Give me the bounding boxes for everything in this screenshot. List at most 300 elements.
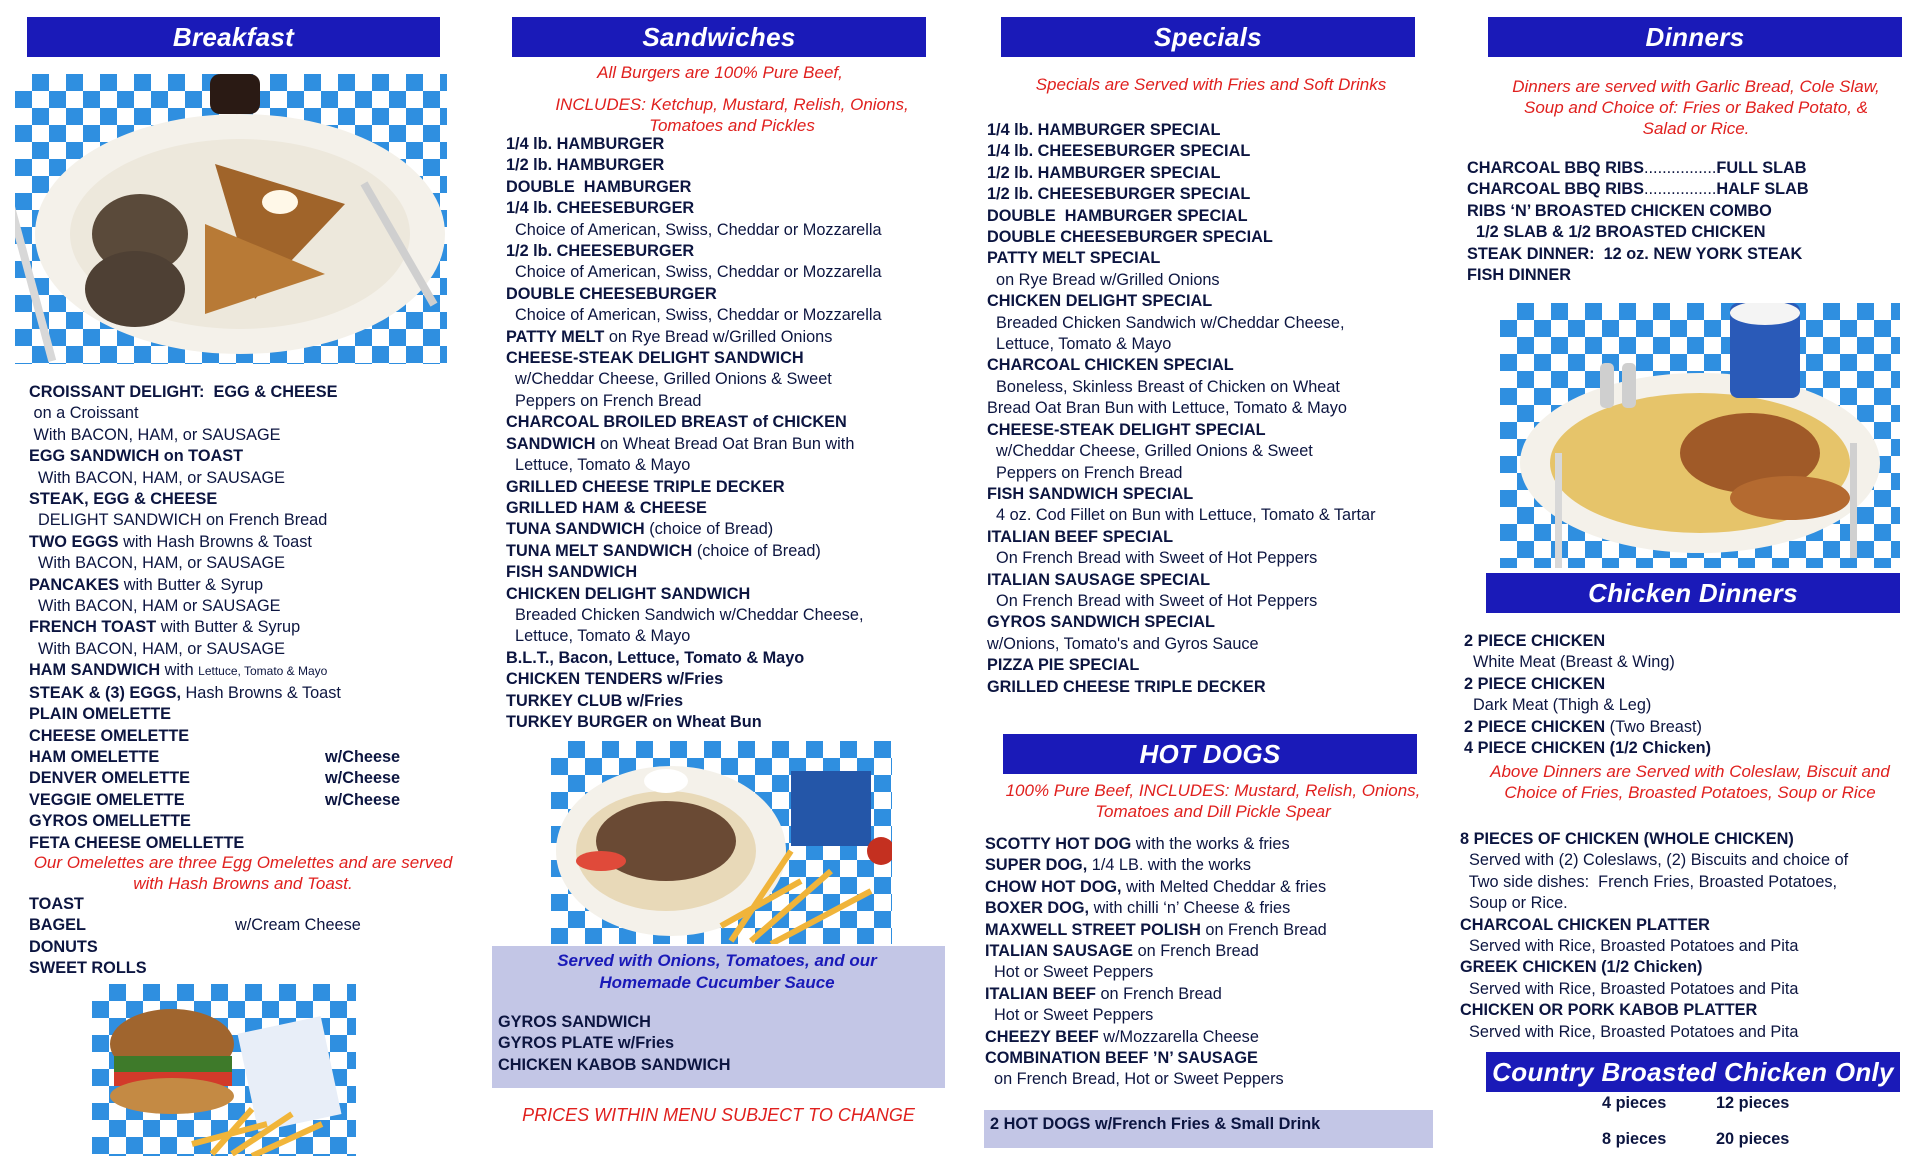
item-desc: Soup or Rice. [1460, 894, 1568, 913]
item-name: PLAIN OMELETTE [29, 705, 172, 724]
item-option: w/Cheese [325, 769, 401, 788]
burger-note-2: INCLUDES: Ketchup, Mustard, Relish, Onions, Tomatoes and Pickles [555, 95, 909, 135]
specials-list [987, 120, 1427, 698]
burger-note-1: All Burgers are 100% Pure Beef, [597, 63, 843, 82]
dinners-header: Dinners [1488, 17, 1902, 57]
item-name: BOXER DOG, [985, 899, 1090, 918]
item-desc: on Wheat Bread Oat Bran Bun with [595, 434, 855, 453]
item-name: 1/4 lb. HAMBURGER SPECIAL [987, 121, 1221, 139]
menu-item [1467, 179, 1907, 200]
broasted-header: Country Broasted Chicken Only [1486, 1052, 1900, 1092]
menu-item [1460, 936, 1905, 957]
item-desc: Lettuce, Tomato & Mayo [506, 627, 691, 646]
item-desc: With BACON, HAM, or SAUSAGE [29, 554, 286, 573]
breakfast-list [29, 382, 449, 854]
item-name: CHOW HOT DOG, [985, 877, 1122, 896]
chicken-rice-plate-image [1500, 303, 1900, 568]
menu-item [1467, 244, 1907, 265]
menu-item [1464, 631, 1904, 652]
item-name: DOUBLE CHEESEBURGER SPECIAL [987, 228, 1273, 247]
menu-item [29, 617, 449, 638]
item-desc: with chilli ‘n’ Cheese & fries [1089, 899, 1291, 918]
size-12: 12 pieces [1716, 1094, 1790, 1112]
item-name: CHICKEN OR PORK KABOB PLATTER [1460, 1001, 1758, 1020]
burger-photo [92, 984, 356, 1156]
menu-item [1460, 893, 1905, 914]
menu-item [29, 532, 449, 553]
item-name: COMBINATION BEEF ’N’ SAUSAGE [985, 1049, 1258, 1068]
menu-item [1464, 695, 1904, 716]
hotdog-combo-box [984, 1110, 1433, 1148]
item-desc: with Butter & Syrup [119, 575, 264, 594]
menu-item [985, 1069, 1425, 1090]
item-name: 2 PIECE CHICKEN [1464, 632, 1606, 650]
menu-item [506, 220, 946, 241]
menu-item [1460, 1000, 1905, 1021]
item-desc: on a Croissant [29, 404, 139, 423]
menu-item [987, 484, 1427, 505]
item-name: HAM SANDWICH [29, 661, 161, 680]
menu-item [987, 248, 1427, 269]
item-name: FISH DINNER [1467, 266, 1572, 285]
item-desc: Choice of American, Swiss, Cheddar or Mozzarella [506, 306, 882, 325]
menu-item [506, 284, 946, 305]
item-desc: 1/4 LB. with the works [1087, 856, 1252, 875]
menu-item [506, 241, 946, 262]
menu-item [506, 198, 946, 219]
item-desc: Served with Rice, Broasted Potatoes and Pita [1460, 1022, 1799, 1041]
menu-item [1467, 222, 1907, 243]
item-desc: Breaded Chicken Sandwich w/Cheddar Cheese, [506, 605, 864, 624]
item-desc: Peppers on French Bread [987, 463, 1183, 482]
chicken-dinners-header: Chicken Dinners [1486, 573, 1900, 613]
chicken-list-2 [1460, 829, 1905, 1043]
gyros-plate-image [551, 741, 892, 944]
dinners-note: Dinners are served with Garlic Bread, Cole Slaw, Soup and Choice of: Fries or Baked Potato, & Salad or Rice. [1512, 77, 1880, 138]
breakfast-extras [29, 894, 449, 980]
item-name: ITALIAN SAUSAGE SPECIAL [987, 570, 1211, 589]
size-4: 4 pieces [1602, 1094, 1667, 1112]
chicken-photo [1500, 303, 1900, 568]
menu-item [987, 612, 1427, 633]
item-name: CHEESE-STEAK DELIGHT SANDWICH [506, 349, 804, 368]
menu-item [987, 677, 1427, 698]
item-name: STEAK DINNER: 12 oz. NEW YORK STEAK [1467, 244, 1803, 263]
menu-item [987, 441, 1427, 462]
menu-item [506, 562, 946, 583]
menu-item [29, 811, 449, 832]
menu-item [506, 455, 946, 476]
item-name: 1/2 lb. CHEESEBURGER [506, 242, 695, 261]
menu-item [29, 446, 449, 467]
item-desc: Lettuce, Tomato & Mayo [987, 335, 1172, 354]
menu-item [987, 291, 1427, 312]
item-name: PANCAKES [29, 575, 120, 594]
item-desc: on French Bread [1200, 920, 1327, 939]
burger-fries-image [92, 984, 356, 1156]
item-desc: With BACON, HAM, or SAUSAGE [29, 639, 286, 658]
menu-item [1467, 201, 1907, 222]
menu-item [29, 575, 449, 596]
item-option: w/Cheese [325, 747, 401, 766]
menu-item [506, 669, 946, 690]
chicken-note: Above Dinners are Served with Coleslaw, Biscuit and Choice of Fries, Broasted Potatoes, Soup or Rice [1490, 762, 1890, 802]
menu-item [1460, 957, 1905, 978]
menu-item [29, 510, 449, 531]
item-name: GYROS OMELLETTE [29, 812, 191, 831]
item-name: DONUTS [29, 937, 98, 956]
gyros-item: GYROS PLATE w/Fries [498, 1034, 675, 1053]
menu-item [1464, 652, 1904, 673]
item-desc: (choice of Bread) [644, 520, 774, 539]
menu-item [1460, 979, 1905, 1000]
item-desc: Choice of American, Swiss, Cheddar or Mozzarella [506, 263, 882, 282]
menu-item [1464, 738, 1904, 759]
item-small-desc: Lettuce, Tomato & Mayo [198, 664, 328, 679]
menu-item [506, 348, 946, 369]
menu-item [985, 941, 1425, 962]
leader-dots: ................ [1644, 159, 1717, 177]
menu-item [987, 527, 1427, 548]
menu-item [506, 434, 946, 455]
item-name: ITALIAN BEEF [985, 984, 1096, 1003]
item-name: DENVER OMELETTE [29, 769, 191, 788]
item-desc: w/Cheddar Cheese, Grilled Onions & Sweet [987, 442, 1313, 461]
menu-item [987, 120, 1427, 141]
item-name: GREEK CHICKEN (1/2 Chicken) [1460, 958, 1703, 977]
item-desc: Hot or Sweet Peppers [985, 1006, 1154, 1025]
item-name: ITALIAN BEEF SPECIAL [987, 527, 1174, 546]
item-desc: with Hash Browns & Toast [118, 532, 312, 551]
menu-item [506, 412, 946, 433]
menu-item [985, 920, 1425, 941]
menu-item [987, 570, 1427, 591]
item-name: TURKEY BURGER on Wheat Bun [506, 712, 762, 731]
menu-item [506, 584, 946, 605]
item-name: PIZZA PIE SPECIAL [987, 656, 1140, 675]
item-name: TOAST [29, 895, 84, 913]
menu-item [29, 403, 449, 424]
menu-item [506, 369, 946, 390]
item-desc: with Butter & Syrup [156, 618, 301, 637]
menu-item [29, 683, 449, 704]
item-option: HALF SLAB [1716, 180, 1809, 199]
item-name: 1/4 lb. HAMBURGER [506, 135, 665, 153]
menu-item [1464, 674, 1904, 695]
menu-item [29, 553, 449, 574]
breakfast-header: Breakfast [27, 17, 440, 57]
item-desc: w/Cheddar Cheese, Grilled Onions & Sweet [506, 370, 832, 389]
menu-item [987, 270, 1427, 291]
item-desc: Boneless, Skinless Breast of Chicken on Wheat [987, 377, 1340, 396]
menu-item [29, 639, 449, 660]
price-disclaimer: PRICES WITHIN MENU SUBJECT TO CHANGE [522, 1105, 915, 1125]
item-desc: Served with Rice, Broasted Potatoes and Pita [1460, 979, 1799, 998]
item-desc: on French Bread [1133, 942, 1259, 961]
menu-item [985, 1048, 1425, 1069]
menu-item [29, 596, 449, 617]
item-name: HAM OMELETTE [29, 747, 160, 766]
item-desc: on French Bread, Hot or Sweet Peppers [985, 1070, 1284, 1089]
item-name: SUPER DOG, [985, 856, 1088, 875]
gyros-photo [551, 741, 892, 944]
item-desc: w/Mozzarella Cheese [1098, 1027, 1259, 1046]
item-desc: on Rye Bread w/Grilled Onions [987, 270, 1220, 289]
item-name: 1/2 SLAB & 1/2 BROASTED CHICKEN [1467, 223, 1766, 242]
item-name: 2 PIECE CHICKEN [1464, 674, 1606, 693]
item-name: CHARCOAL BBQ RIBS [1467, 159, 1644, 177]
menu-item [987, 227, 1427, 248]
menu-item [1464, 717, 1904, 738]
item-desc: w/Onions, Tomato's and Gyros Sauce [987, 634, 1259, 653]
item-desc: with the works & fries [1131, 835, 1290, 853]
item-name: MAXWELL STREET POLISH [985, 920, 1201, 939]
item-name: 1/4 lb. CHEESEBURGER SPECIAL [987, 142, 1251, 161]
gyros-note: Served with Onions, Tomatoes, and our Homemade Cucumber Sauce [557, 951, 877, 992]
item-desc: Hash Browns & Toast [180, 683, 341, 702]
menu-item [987, 206, 1427, 227]
item-name: TUNA SANDWICH [506, 520, 645, 539]
menu-item [1460, 829, 1905, 850]
menu-item [29, 747, 449, 768]
sandwiches-header: Sandwiches [512, 17, 926, 57]
item-name: CHICKEN DELIGHT SANDWICH [506, 584, 751, 603]
menu-item [506, 262, 946, 283]
dinners-list [1467, 158, 1907, 286]
menu-item [506, 648, 946, 669]
menu-item [506, 605, 946, 626]
menu-item [985, 1005, 1425, 1026]
menu-item [985, 984, 1425, 1005]
item-name: 1/2 lb. CHEESEBURGER SPECIAL [987, 185, 1251, 204]
item-desc: (choice of Bread) [692, 541, 821, 560]
item-desc: Hot or Sweet Peppers [985, 963, 1154, 982]
menu-item [1460, 1022, 1905, 1043]
hotdogs-list [985, 834, 1425, 1091]
item-name: 8 PIECES OF CHICKEN (WHOLE CHICKEN) [1460, 830, 1794, 848]
menu-item [987, 463, 1427, 484]
menu-item [987, 141, 1427, 162]
item-name: FISH SANDWICH [506, 563, 638, 582]
item-name: TWO EGGS [29, 532, 119, 551]
item-name: GRILLED CHEESE TRIPLE DECKER [987, 677, 1266, 696]
gyros-list [498, 1012, 730, 1076]
item-name: CHARCOAL CHICKEN PLATTER [1460, 915, 1710, 934]
item-name: DOUBLE CHEESEBURGER [506, 284, 717, 303]
menu-item [987, 377, 1427, 398]
item-name: GRILLED HAM & CHEESE [506, 498, 707, 517]
gyros-item: GYROS SANDWICH [498, 1013, 651, 1031]
item-name: VEGGIE OMELETTE [29, 790, 185, 809]
menu-item [985, 855, 1425, 876]
menu-item [29, 704, 449, 725]
item-name: RIBS ‘N’ BROASTED CHICKEN COMBO [1467, 201, 1772, 220]
item-name: PATTY MELT SPECIAL [987, 249, 1161, 268]
menu-item [987, 313, 1427, 334]
item-name: EGG SANDWICH on TOAST [29, 447, 244, 466]
chicken-list [1464, 631, 1904, 759]
menu-item [29, 382, 449, 403]
menu-item [29, 915, 449, 936]
gyros-item: CHICKEN KABOB SANDWICH [498, 1055, 731, 1074]
item-desc: On French Bread with Sweet of Hot Peppers [987, 549, 1318, 568]
hotdogs-header: HOT DOGS [1003, 734, 1417, 774]
item-name: CHICKEN TENDERS w/Fries [506, 670, 724, 689]
item-desc: 4 oz. Cod Fillet on Bun with Lettuce, Tomato & Tartar [987, 506, 1376, 525]
item-desc: White Meat (Breast & Wing) [1464, 653, 1675, 672]
gyros-box [492, 946, 945, 1088]
menu-item [987, 334, 1427, 355]
item-name: DOUBLE HAMBURGER SPECIAL [987, 206, 1248, 225]
item-name: FRENCH TOAST [29, 618, 157, 637]
item-name: 1/4 lb. CHEESEBURGER [506, 199, 695, 218]
leader-dots: ................ [1644, 180, 1717, 199]
menu-item [987, 591, 1427, 612]
specials-note: Specials are Served with Fries and Soft Drinks [1035, 75, 1387, 94]
menu-item [506, 712, 946, 733]
menu-item [506, 477, 946, 498]
item-desc: DELIGHT SANDWICH on French Bread [29, 511, 328, 530]
menu-item [29, 726, 449, 747]
menu-item [987, 163, 1427, 184]
item-name: SWEET ROLLS [29, 959, 147, 978]
item-name: STEAK & (3) EGGS, [29, 683, 181, 702]
broasted-sizes [1600, 1094, 1850, 1154]
menu-item [29, 937, 449, 958]
item-name: 2 PIECE CHICKEN [1464, 717, 1606, 736]
menu-item [29, 425, 449, 446]
item-name: GRILLED CHEESE TRIPLE DECKER [506, 477, 785, 496]
item-option: w/Cheese [325, 790, 401, 809]
item-desc: On French Bread with Sweet of Hot Peppers [987, 591, 1318, 610]
menu-item [985, 898, 1425, 919]
item-name: CHARCOAL CHICKEN SPECIAL [987, 356, 1234, 375]
menu-item [985, 962, 1425, 983]
item-desc: (Two Breast) [1605, 717, 1702, 736]
item-desc: Lettuce, Tomato & Mayo [506, 456, 691, 475]
item-desc: Bread Oat Bran Bun with Lettuce, Tomato & Mayo [987, 399, 1347, 418]
menu-item [29, 660, 449, 682]
menu-item [987, 398, 1427, 419]
menu-item [506, 155, 946, 176]
item-name: CROISSANT DELIGHT: EGG & CHEESE [29, 383, 338, 401]
menu-item [506, 519, 946, 540]
sandwiches-list [506, 134, 946, 733]
item-name: CHEESE OMELETTE [29, 726, 190, 745]
breakfast-photo [15, 74, 447, 364]
hotdog-combo: 2 HOT DOGS w/French Fries & Small Drink [990, 1115, 1321, 1133]
menu-item [987, 634, 1427, 655]
hotdogs-note: 100% Pure Beef, INCLUDES: Mustard, Relish, Onions, Tomatoes and Dill Pickle Spear [1005, 781, 1421, 821]
menu-item [1467, 158, 1907, 179]
item-desc: with Melted Cheddar & fries [1121, 877, 1327, 896]
menu-item [1460, 915, 1905, 936]
menu-item [29, 489, 449, 510]
item-name: B.L.T., Bacon, Lettuce, Tomato & Mayo [506, 648, 805, 667]
menu-item [987, 355, 1427, 376]
item-name: STEAK, EGG & CHEESE [29, 490, 218, 509]
item-name: BAGEL [29, 916, 86, 935]
item-name: CHARCOAL BBQ RIBS [1467, 180, 1644, 199]
item-desc: With BACON, HAM, or SAUSAGE [29, 425, 281, 444]
item-desc: Served with Rice, Broasted Potatoes and Pita [1460, 937, 1799, 956]
menu-item [506, 177, 946, 198]
size-20: 20 pieces [1716, 1130, 1790, 1148]
item-desc: With BACON, HAM or SAUSAGE [29, 597, 281, 616]
menu-item [1467, 265, 1907, 286]
item-desc: Two side dishes: French Fries, Broasted Potatoes, [1460, 872, 1838, 891]
menu-item [506, 134, 946, 155]
item-name: DOUBLE HAMBURGER [506, 177, 692, 196]
item-name: CHARCOAL BROILED BREAST of CHICKEN [506, 413, 847, 432]
item-name: PATTY MELT [506, 327, 605, 346]
item-name: CHEEZY BEEF [985, 1027, 1099, 1046]
menu-item [985, 1027, 1425, 1048]
menu-item [987, 420, 1427, 441]
menu-item [29, 768, 449, 789]
item-desc: on Rye Bread w/Grilled Onions [604, 327, 833, 346]
french-toast-plate-image [15, 74, 447, 364]
item-name: GYROS SANDWICH SPECIAL [987, 613, 1215, 632]
menu-item [506, 498, 946, 519]
menu-item [29, 468, 449, 489]
omelette-note: Our Omelettes are three Egg Omelettes and are served with Hash Browns and Toast. [33, 853, 453, 893]
item-name: CHICKEN DELIGHT SPECIAL [987, 292, 1213, 311]
item-name: 4 PIECE CHICKEN (1/2 Chicken) [1464, 739, 1711, 758]
item-name: FISH SANDWICH SPECIAL [987, 484, 1194, 503]
menu-item [987, 655, 1427, 676]
item-desc: Served with (2) Coleslaws, (2) Biscuits and choice of [1460, 851, 1849, 870]
item-name: 1/2 lb. HAMBURGER [506, 156, 665, 175]
menu-item [29, 958, 449, 979]
item-name: 1/2 lb. HAMBURGER SPECIAL [987, 163, 1221, 182]
menu-item [985, 834, 1425, 855]
item-name: TUNA MELT SANDWICH [506, 541, 693, 560]
item-name: CHEESE-STEAK DELIGHT SPECIAL [987, 420, 1266, 439]
menu-item [506, 691, 946, 712]
item-name: SANDWICH [506, 434, 596, 453]
item-desc: With BACON, HAM, or SAUSAGE [29, 468, 286, 487]
item-desc: Breaded Chicken Sandwich w/Cheddar Cheese, [987, 313, 1345, 332]
menu-item [1460, 850, 1905, 871]
menu-item [987, 505, 1427, 526]
item-desc: on French Bread [1095, 984, 1222, 1003]
size-8: 8 pieces [1602, 1130, 1667, 1148]
item-desc: with [160, 661, 199, 680]
item-desc: Choice of American, Swiss, Cheddar or Mozzarella [506, 220, 882, 239]
item-name: TURKEY CLUB w/Fries [506, 691, 684, 710]
menu-item [506, 327, 946, 348]
menu-item [506, 391, 946, 412]
item-name: SCOTTY HOT DOG [985, 835, 1132, 853]
menu-item [506, 305, 946, 326]
item-desc: Dark Meat (Thigh & Leg) [1464, 696, 1652, 715]
menu-item [29, 894, 449, 915]
item-name: FETA CHEESE OMELLETTE [29, 833, 245, 852]
item-option: FULL SLAB [1716, 159, 1807, 177]
specials-header: Specials [1001, 17, 1415, 57]
menu-item [29, 790, 449, 811]
menu-item [29, 833, 449, 854]
menu-item [987, 184, 1427, 205]
menu-item [1460, 872, 1905, 893]
item-option: w/Cream Cheese [235, 916, 361, 935]
menu-item [506, 541, 946, 562]
item-name: ITALIAN SAUSAGE [985, 942, 1134, 961]
menu-item [987, 548, 1427, 569]
menu-item [506, 626, 946, 647]
item-desc: Peppers on French Bread [506, 391, 702, 410]
